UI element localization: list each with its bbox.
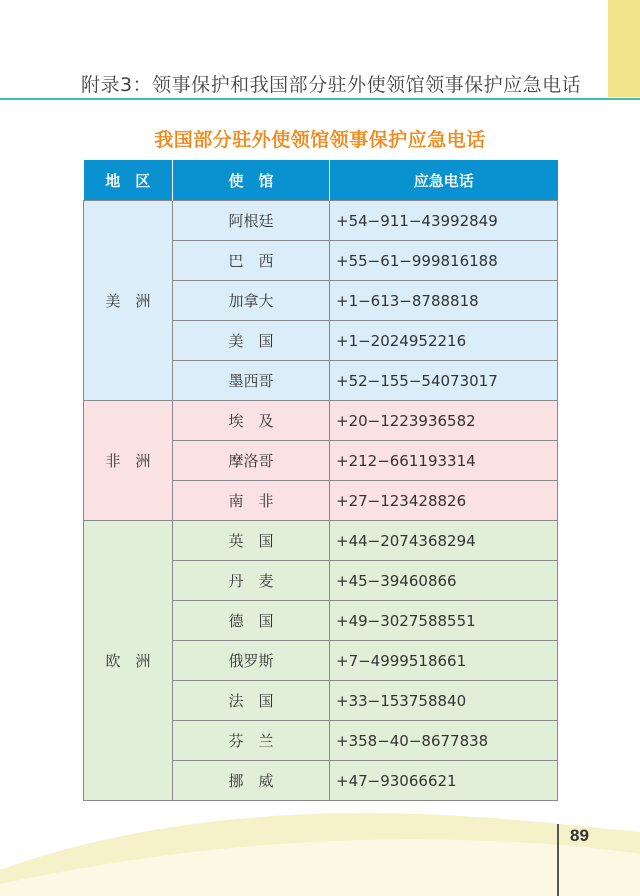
- mission-cell: 阿根廷: [173, 201, 330, 241]
- table-header-row: [84, 160, 558, 201]
- mission-cell: 埃 及: [173, 401, 330, 441]
- mission-cell: 美 国: [173, 321, 330, 361]
- region-cell-africa: 非 洲: [84, 401, 173, 521]
- phone-cell: +1−2024952216: [330, 321, 558, 361]
- phone-cell: +45−39460866: [330, 561, 558, 601]
- consulate-phone-table: [83, 160, 558, 801]
- column-header-region: 地 区: [84, 160, 173, 201]
- page-header-title: 附录3：领事保护和我国部分驻外使领馆领事保护应急电话: [81, 74, 582, 96]
- mission-cell: 英 国: [173, 521, 330, 561]
- phone-cell: +27−123428826: [330, 481, 558, 521]
- mission-cell: 加拿大: [173, 281, 330, 321]
- phone-cell: +55−61−999816188: [330, 241, 558, 281]
- mission-cell: 芬 兰: [173, 721, 330, 761]
- mission-cell: 德 国: [173, 601, 330, 641]
- region-cell-europe: 欧 洲: [84, 521, 173, 801]
- mission-cell: 俄罗斯: [173, 641, 330, 681]
- footer-wave-decoration: [0, 800, 640, 896]
- phone-cell: +20−1223936582: [330, 401, 558, 441]
- phone-cell: +47−93066621: [330, 761, 558, 801]
- column-header-mission: 使 馆: [173, 160, 330, 201]
- table-title: 我国部分驻外使领馆领事保护应急电话: [154, 129, 486, 151]
- mission-cell: 法 国: [173, 681, 330, 721]
- column-header-phone: 应急电话: [330, 160, 558, 201]
- table-row: [84, 521, 558, 561]
- phone-cell: +1−613−8788818: [330, 281, 558, 321]
- mission-cell: 南 非: [173, 481, 330, 521]
- phone-cell: +33−153758840: [330, 681, 558, 721]
- mission-cell: 挪 威: [173, 761, 330, 801]
- phone-cell: +7−4999518661: [330, 641, 558, 681]
- phone-cell: +212−661193314: [330, 441, 558, 481]
- region-cell-americas: 美 洲: [84, 201, 173, 401]
- mission-cell: 巴 西: [173, 241, 330, 281]
- phone-cell: +52−155−54073017: [330, 361, 558, 401]
- mission-cell: 摩洛哥: [173, 441, 330, 481]
- mission-cell: 墨西哥: [173, 361, 330, 401]
- phone-cell: +358−40−8677838: [330, 721, 558, 761]
- phone-cell: +54−911−43992849: [330, 201, 558, 241]
- table-row: [84, 201, 558, 241]
- page-number-rule: [557, 824, 559, 896]
- phone-cell: +49−3027588551: [330, 601, 558, 641]
- phone-cell: +44−2074368294: [330, 521, 558, 561]
- table-row: [84, 401, 558, 441]
- page-number: 89: [570, 826, 589, 845]
- corner-tab-decoration: [608, 0, 640, 97]
- mission-cell: 丹 麦: [173, 561, 330, 601]
- header-divider: [0, 98, 640, 100]
